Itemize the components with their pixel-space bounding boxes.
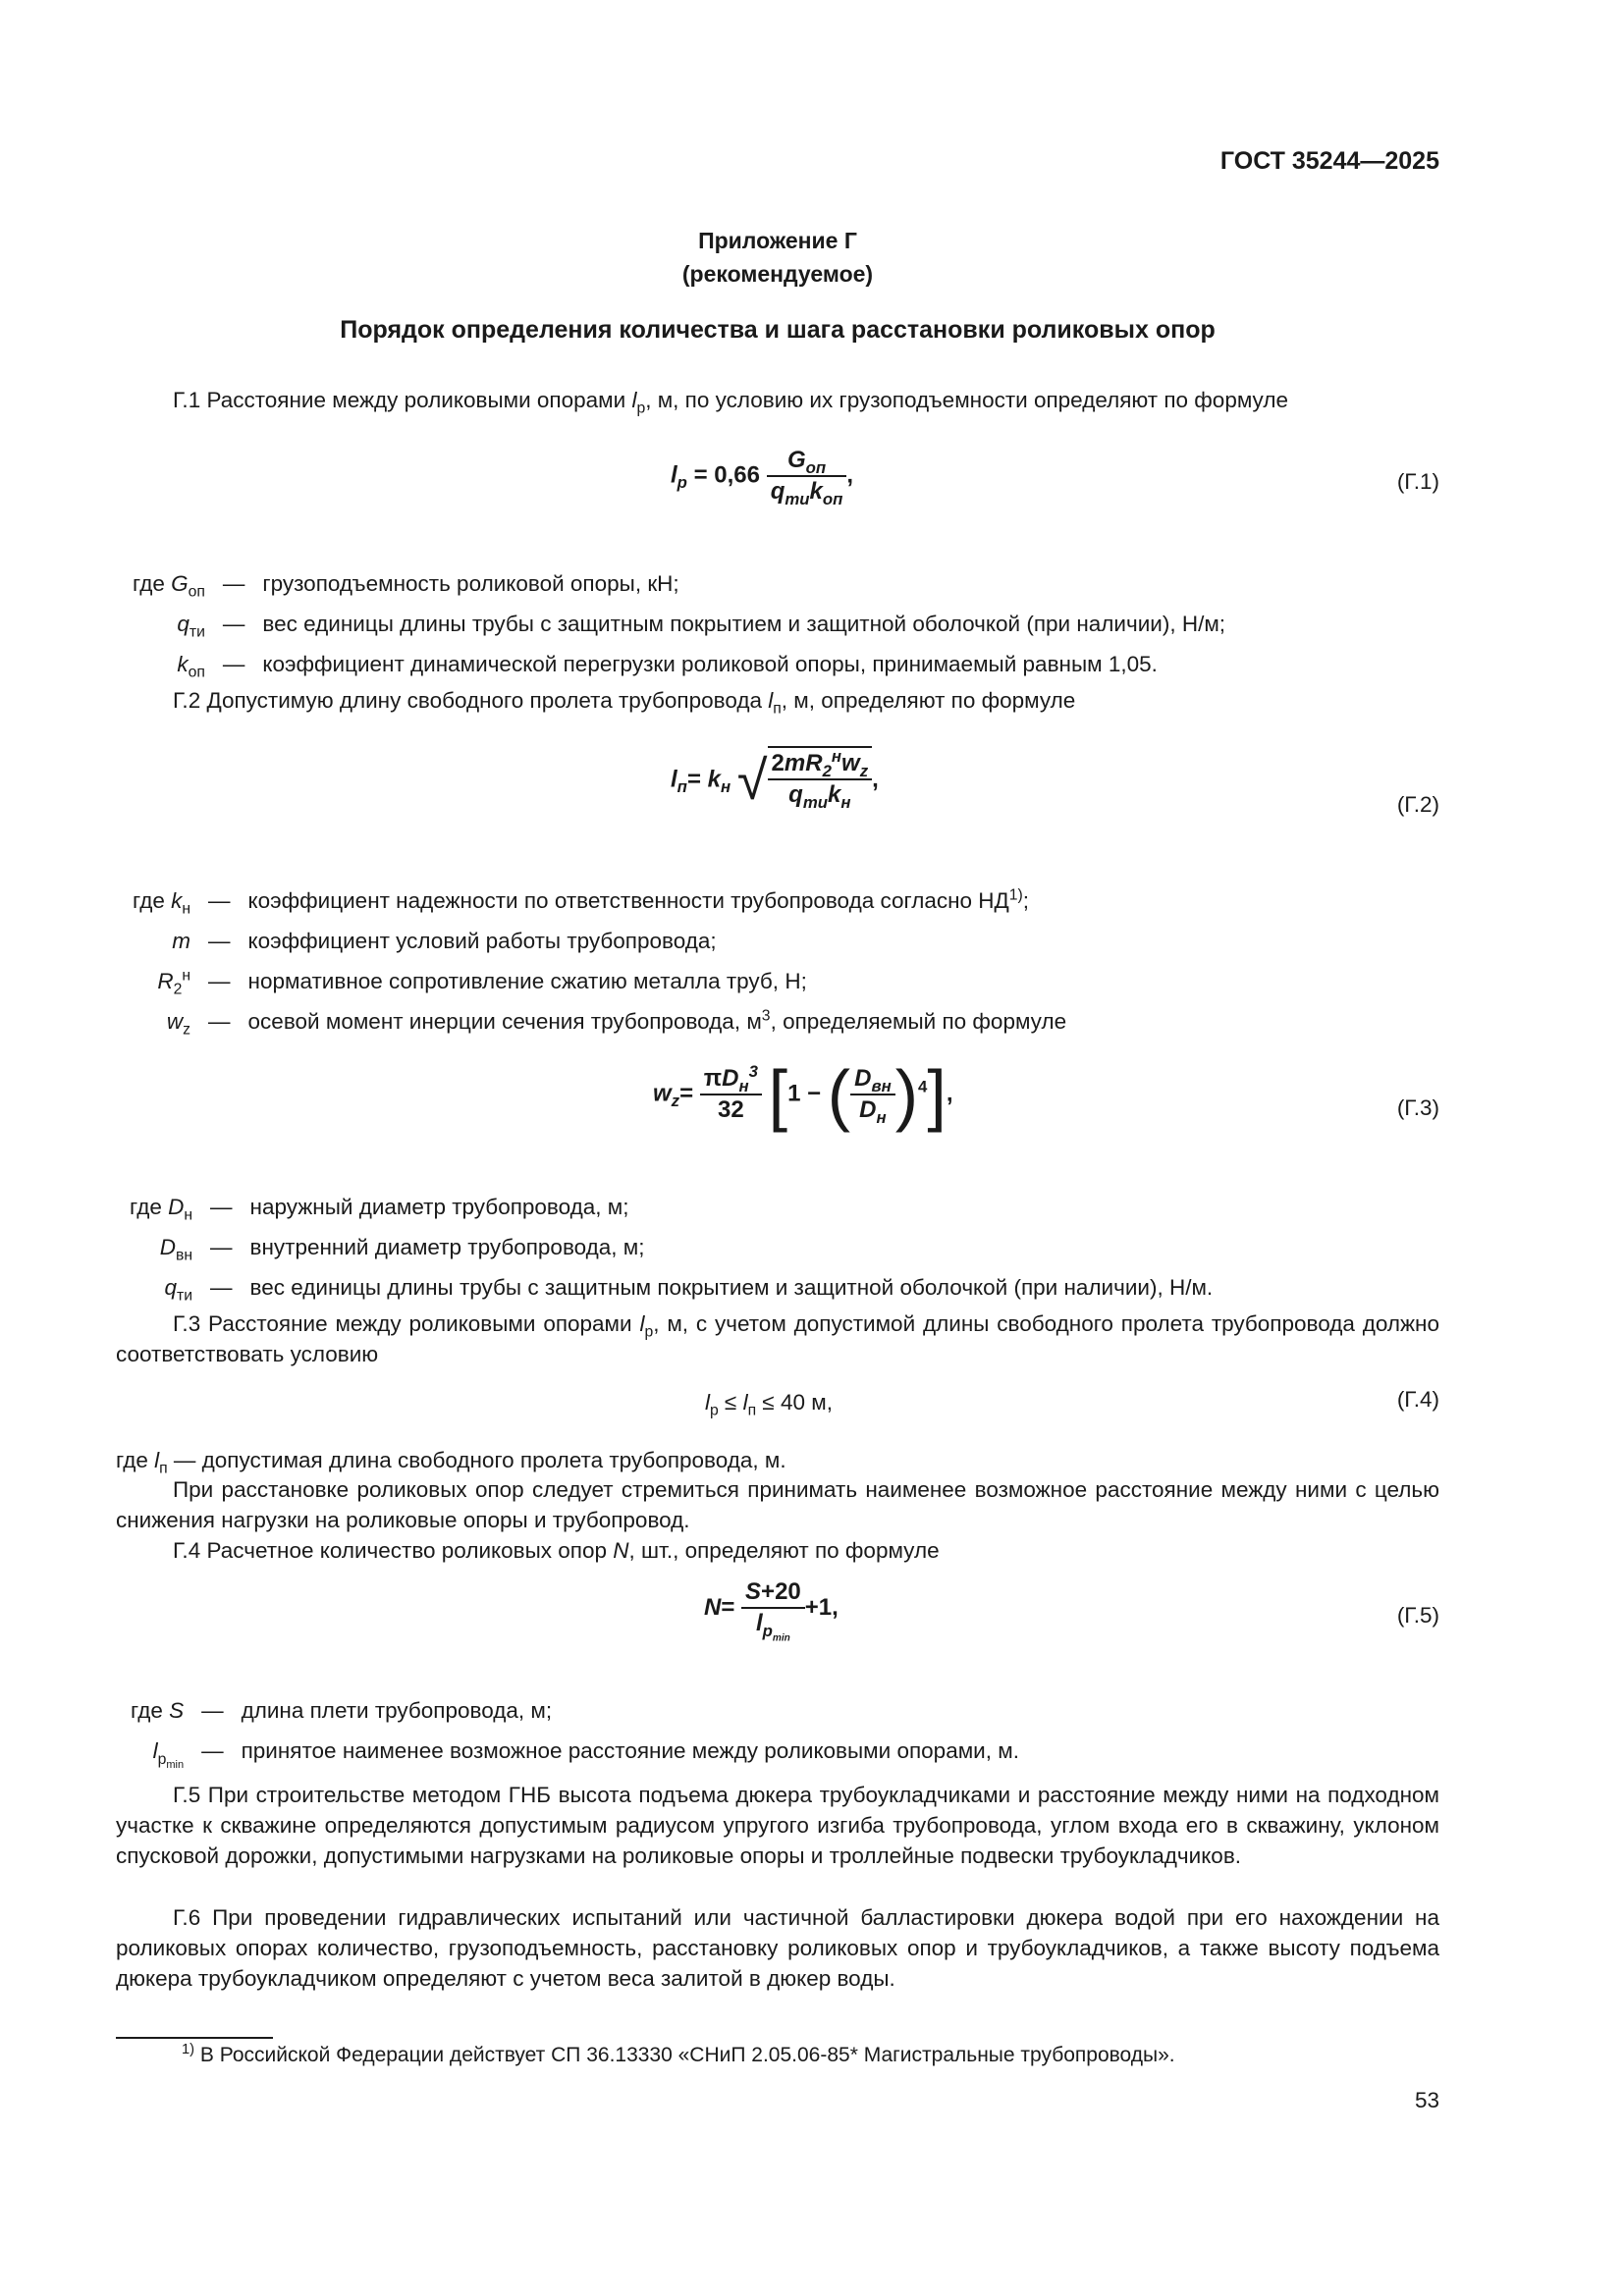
paragraph-g3: Г.3 Расстояние между роликовыми опорами $l_р$, м, с учетом допустимой длины свободного пролета трубопровода должно соответствовать условию xyxy=(116,1311,1439,1366)
where-item: $q_{ти}$ — вес единицы длины трубы с защитным покрытием и защитной оболочкой (при наличии), Н/м; xyxy=(177,612,1226,641)
appendix-heading xyxy=(116,224,1439,291)
formula-g5: N= $\frac{S+20}{l_{p_{min}}}$ +1, xyxy=(704,1578,839,1644)
footnote-separator xyxy=(116,2037,273,2039)
where-item: $k_{оп}$ — коэффициент динамической перегрузки роликовой опоры, принимаемый равным 1,05. xyxy=(177,652,1158,681)
where-item: где S — длина плети трубопровода, м; xyxy=(131,1698,553,1723)
where-item: $D_{вн}$ — внутренний диаметр трубопровода, м; xyxy=(159,1235,645,1264)
where-item: где $k_н$ — коэффициент надежности по ответственности трубопровода согласно НД$^{1)}$; xyxy=(133,886,1030,918)
where-item: $l_{p_{min}}$ — принятое наименее возможное расстояние между роликовыми опорами, м. xyxy=(152,1738,1019,1771)
paragraph-g5: Г.5 При строительстве методом ГНБ высота подъема дюкера трубоукладчиками и расстояние между ними на подходном участке к скважине определяются допустимым радиусом упругого изгиба трубопровода, углом входа его в скважину, уклоном спусковой дорожки, допустимыми нагрузками на роликовые опоры и троллейные подвески трубоукладчиков. xyxy=(116,1783,1439,1868)
footnote-mark: 1) xyxy=(182,2042,195,2057)
paragraph-g4: Г.4 Расчетное количество роликовых опор N, шт., определяют по формуле xyxy=(173,1538,940,1563)
where-g4: где $l_п$ — допустимая длина свободного пролета трубопровода, м. xyxy=(116,1448,786,1477)
appendix-status: (рекомендуемое) xyxy=(681,261,874,287)
eq-number-g1: (Г.1) xyxy=(1396,469,1439,494)
where-item: $R_2^н$ — нормативное сопротивление сжатию металла труб, Н; xyxy=(157,967,807,998)
appendix-label: Приложение Г xyxy=(698,228,857,253)
paragraph-g2: Г.2 Допустимую длину свободного пролета трубопровода $l_п$, м, определяют по формуле xyxy=(173,688,1076,718)
eq-number-g3: (Г.3) xyxy=(1396,1095,1439,1120)
eq-number-g4: (Г.4) xyxy=(1396,1387,1439,1412)
footnote xyxy=(182,2044,1175,2067)
standard-header: ГОСТ 35244—2025 xyxy=(1219,147,1439,175)
page-number: 53 xyxy=(1414,2088,1439,2112)
paragraph-g1: Г.1 Расстояние между роликовыми опорами $l_р$, м, по условию их грузоподъемности определяют по формуле xyxy=(173,388,1288,417)
paragraph-g6: Г.6 При проведении гидравлических испытаний или частичной балластировки дюкера водой при его нахождении на роликовых опорах количество, грузоподъемность, расстановку роликовых опор и трубоукладчиков, а также высоту подъема дюкера трубоукладчиком определяют с учетом веса залитой в дюкер воды. xyxy=(116,1905,1439,1991)
where-list-g5 xyxy=(131,1690,1019,1771)
where-list-g2 xyxy=(133,881,1066,1041)
where-item: m — коэффициент условий работы трубопровода; xyxy=(172,929,717,953)
section-title: Порядок определения количества и шага расстановки роликовых опор xyxy=(340,316,1216,344)
where-list-g3 xyxy=(130,1187,1213,1308)
condition-g4: $l_р \le l_п \le 40$ м, xyxy=(705,1390,834,1419)
where-item: где $D_н$ — наружный диаметр трубопровода, м; xyxy=(130,1195,629,1224)
where-item: $q_{ти}$ — вес единицы длины трубы с защитным покрытием и защитной оболочкой (при наличии), Н/м. xyxy=(164,1275,1214,1305)
footnote-text: В Российской Федерации действует СП 36.13330 «СНиП 2.05.06-85* Магистральные трубопроводы». xyxy=(199,2044,1175,2066)
where-list-g1 xyxy=(133,563,1225,684)
formula-g1: $l_р = 0,66$ $\frac{G_{оп}}{q_{ти}k_{оп}}$ , xyxy=(671,447,854,508)
where-item: $w_z$ — осевой момент инерции сечения трубопровода, $м^3$, определяемый по формуле xyxy=(166,1007,1067,1039)
formula-g3: $w_z=$ $\frac{\pi D_н^3}{32}$ [1 − ( $\frac{D_{вн}}{D_н}$ )$^4$], xyxy=(653,1056,953,1133)
eq-number-g2: (Г.2) xyxy=(1396,792,1439,817)
where-item: где $G_{оп}$ — грузоподъемность роликовой опоры, кН; xyxy=(133,571,679,601)
eq-number-g5: (Г.5) xyxy=(1396,1603,1439,1628)
paragraph-g3-note: При расстановке роликовых опор следует стремиться принимать наименее возможное расстояние между ними с целью снижения нагрузки на роликовые опоры и трубопровод. xyxy=(116,1477,1439,1532)
formula-g2: $l_п= k_н$ √ $\frac{2mR_2^нw_z}{q_{ти}k_н}$ , xyxy=(671,746,879,815)
